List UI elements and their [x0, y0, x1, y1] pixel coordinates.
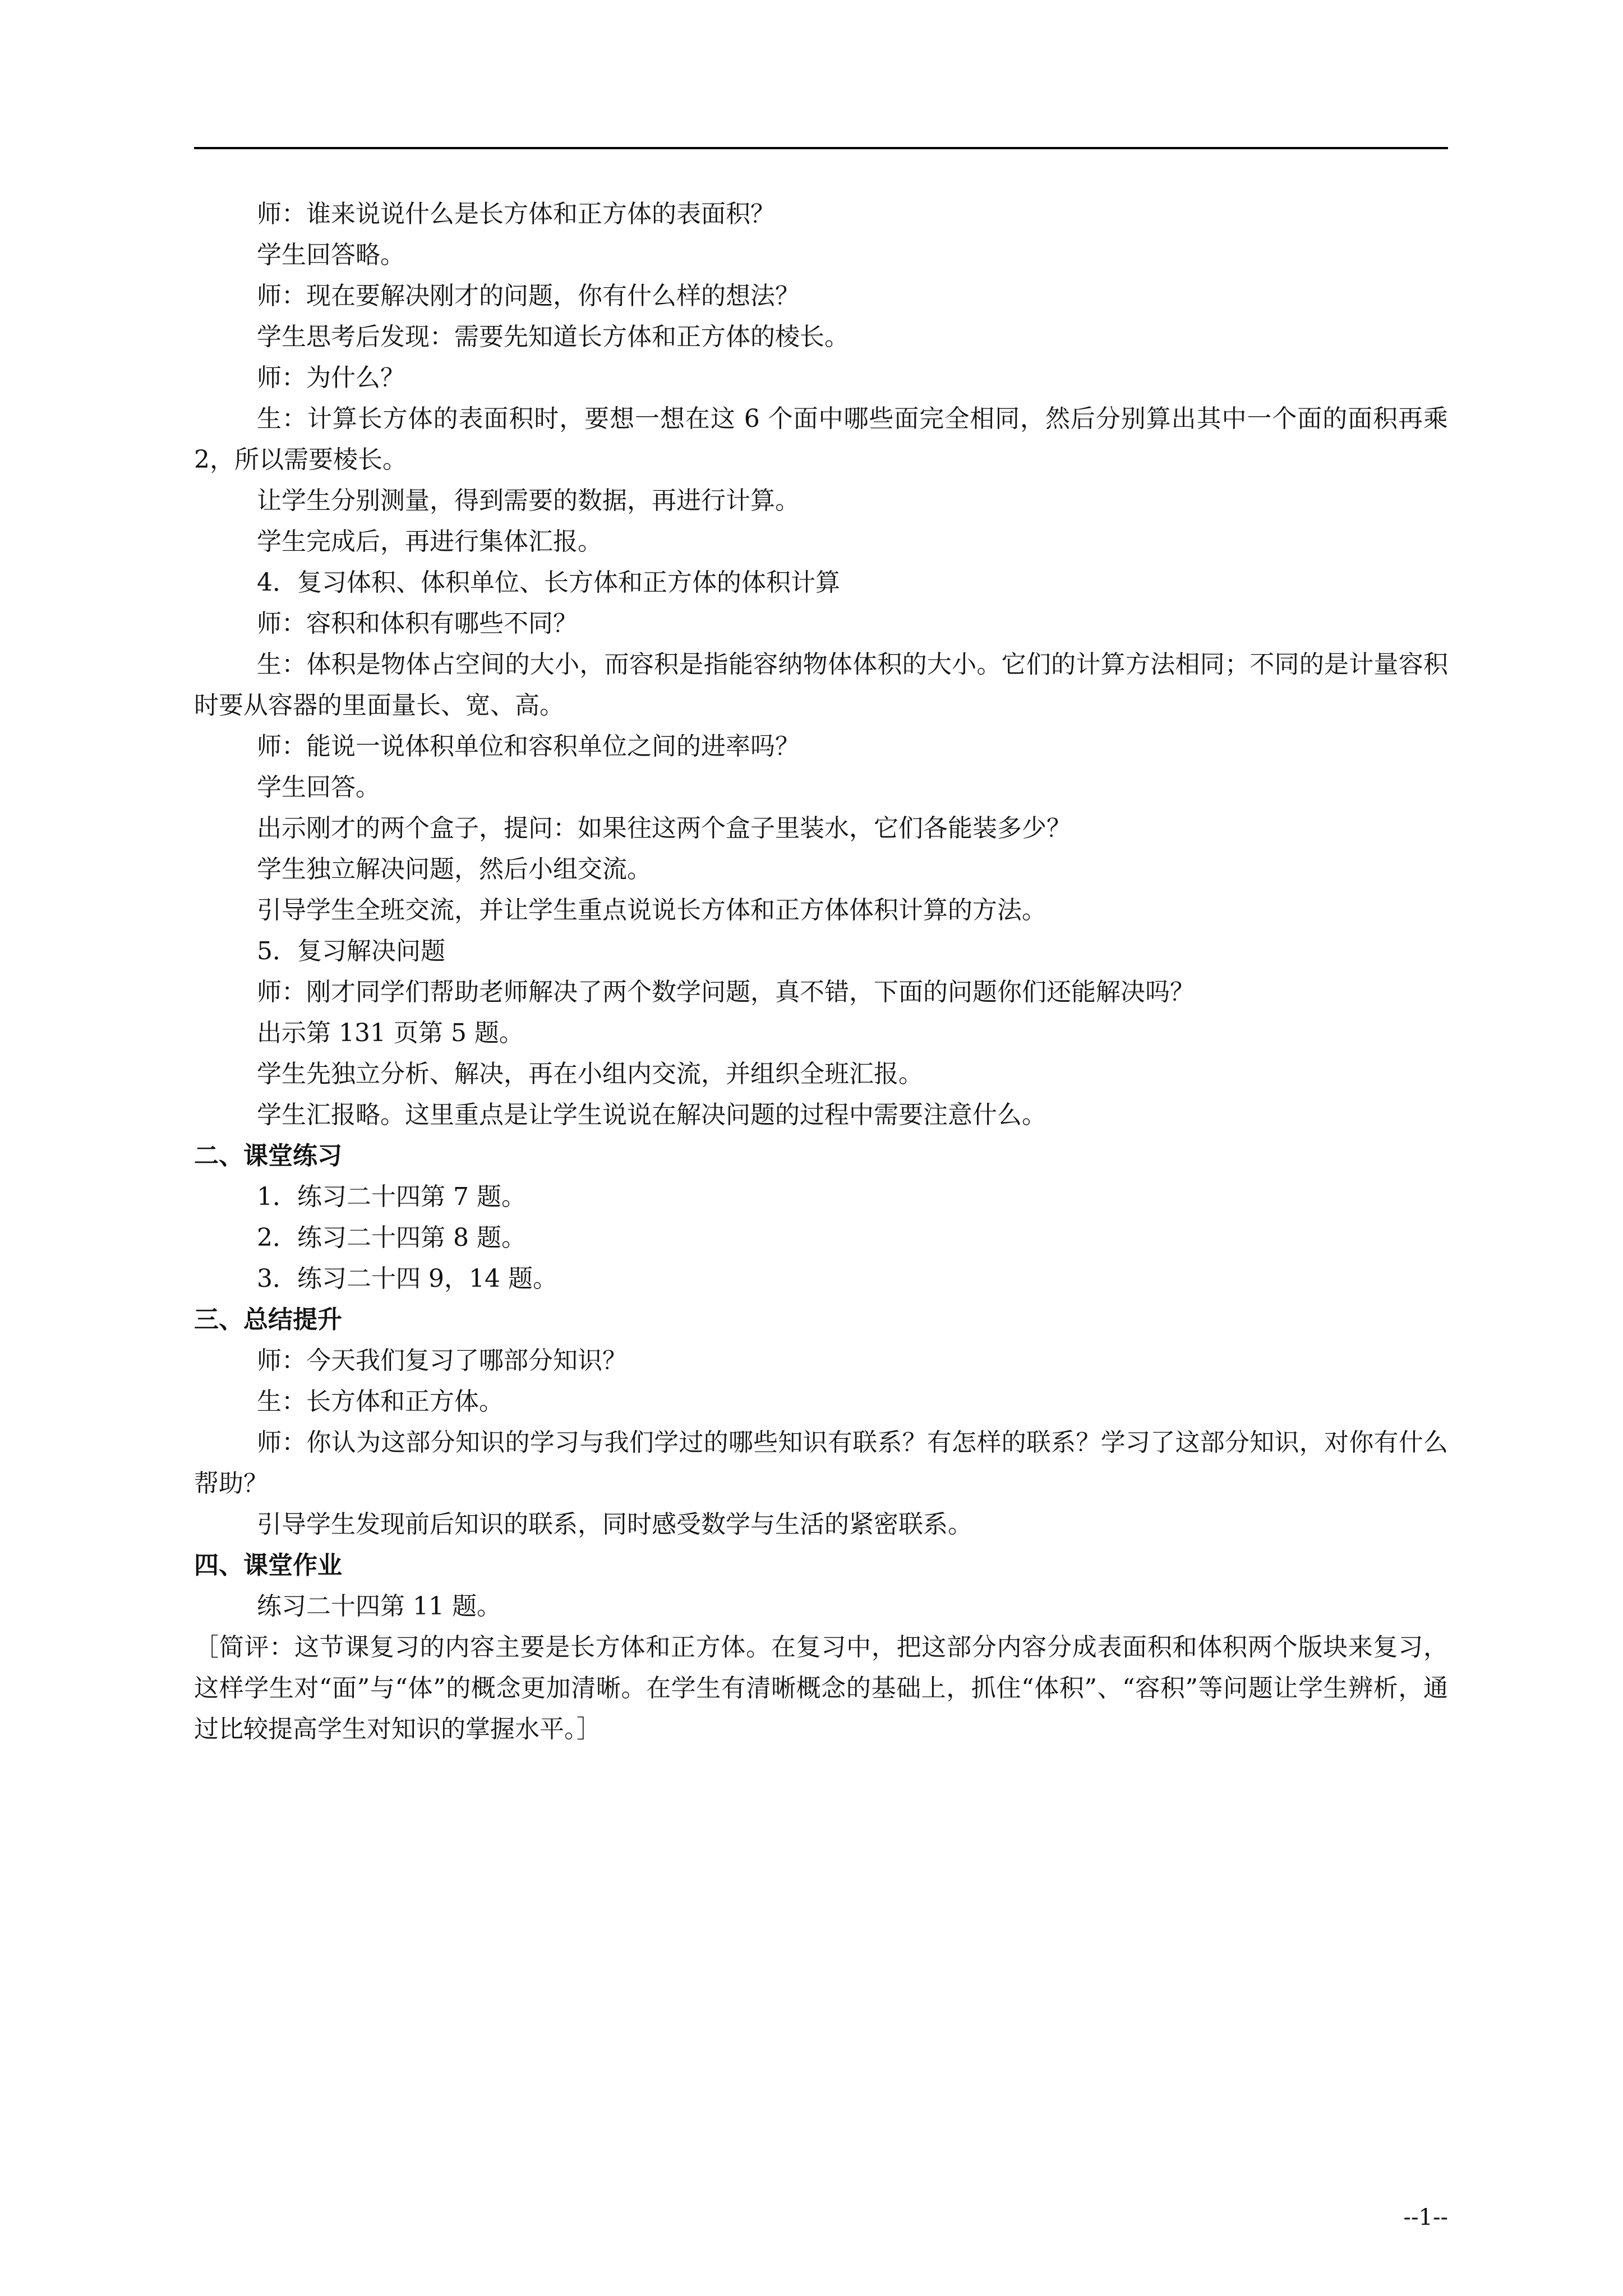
paragraph: 学生汇报略。这里重点是让学生说说在解决问题的过程中需要注意什么。 [257, 1101, 1046, 1129]
list-item: 1．练习二十四第 7 题。 [257, 1182, 526, 1211]
paragraph: 学生完成后，再进行集体汇报。 [257, 527, 602, 556]
paragraph: 师：能说一说体积单位和容积单位之间的进率吗？ [257, 732, 800, 761]
paragraph: 学生思考后发现：需要先知道长方体和正方体的棱长。 [257, 323, 849, 351]
document-body [194, 194, 1448, 1750]
commentary-note: ［简评：这节课复习的内容主要是长方体和正方体。在复习中，把这部分内容分成表面积和体积两个版块来复习，这样学生对“面”与“体”的概念更加清晰。在学生有清晰概念的基础上，抓住“体积”、“容积”等问题让学生辨析，通过比较提高学生对知识的掌握水平。］ [194, 1633, 1448, 1743]
paragraph: 学生独立解决问题，然后小组交流。 [257, 855, 652, 884]
paragraph: 出示第 131 页第 5 题。 [257, 1019, 524, 1047]
paragraph: 生：计算长方体的表面积时，要想一想在这 6 个面中哪些面完全相同，然后分别算出其中一个面的面积再乘 2，所以需要棱长。 [194, 404, 1448, 474]
paragraph: 师：容积和体积有哪些不同？ [257, 609, 578, 638]
section-subheading: 5．复习解决问题 [257, 937, 445, 965]
section-subheading: 4．复习体积、体积单位、长方体和正方体的体积计算 [257, 568, 840, 597]
paragraph: 引导学生全班交流，并让学生重点说说长方体和正方体体积计算的方法。 [257, 896, 1046, 924]
paragraph: 引导学生发现前后知识的联系，同时感受数学与生活的紧密联系。 [257, 1510, 972, 1539]
paragraph: 师：今天我们复习了哪部分知识？ [257, 1346, 627, 1375]
page-number: --1-- [1403, 2205, 1448, 2230]
paragraph: 师：为什么？ [257, 364, 405, 392]
header-rule [194, 147, 1448, 149]
paragraph: 学生回答略。 [257, 241, 405, 269]
paragraph: 师：刚才同学们帮助老师解决了两个数学问题，真不错，下面的问题你们还能解决吗？ [257, 978, 1195, 1006]
paragraph: 生：体积是物体占空间的大小，而容积是指能容纳物体体积的大小。它们的计算方法相同；不同的是计量容积时要从容器的里面量长、宽、高。 [194, 650, 1448, 720]
paragraph: 出示刚才的两个盒子，提问：如果往这两个盒子里装水，它们各能装多少？ [257, 814, 1071, 843]
paragraph: 练习二十四第 11 题。 [257, 1592, 501, 1621]
paragraph: 让学生分别测量，得到需要的数据，再进行计算。 [257, 486, 800, 515]
section-heading: 四、课堂作业 [194, 1551, 342, 1580]
paragraph: 师：谁来说说什么是长方体和正方体的表面积？ [257, 200, 775, 228]
section-heading: 三、总结提升 [194, 1305, 342, 1334]
paragraph: 师：现在要解决刚才的问题，你有什么样的想法？ [257, 282, 800, 310]
section-heading: 二、课堂练习 [194, 1142, 342, 1170]
paragraph: 学生回答。 [257, 773, 380, 802]
list-item: 3．练习二十四 9，14 题。 [257, 1264, 557, 1293]
paragraph: 学生先独立分析、解决，再在小组内交流，并组织全班汇报。 [257, 1060, 923, 1088]
paragraph: 生：长方体和正方体。 [257, 1387, 504, 1416]
paragraph: 师：你认为这部分知识的学习与我们学过的哪些知识有联系？有怎样的联系？学习了这部分知识，对你有什么帮助？ [194, 1428, 1448, 1498]
list-item: 2．练习二十四第 8 题。 [257, 1223, 526, 1252]
